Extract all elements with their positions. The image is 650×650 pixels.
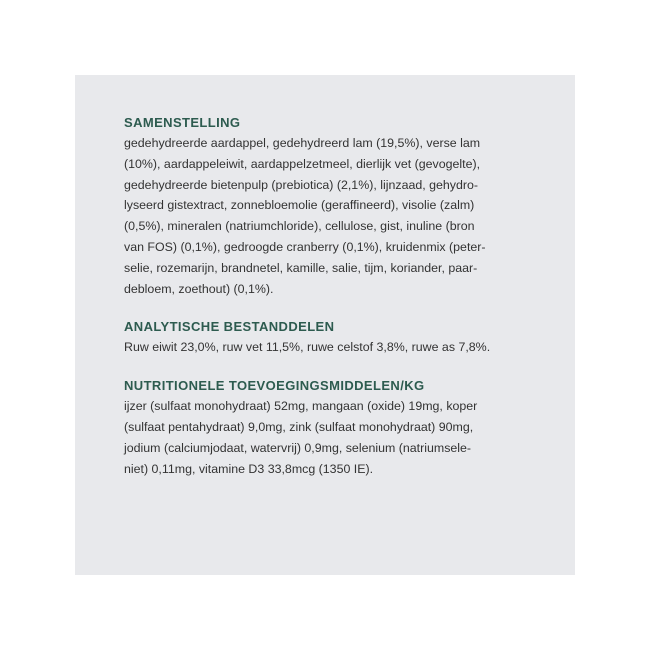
text-line: (0,5%), mineralen (natriumchloride), cellulose, gist, inuline (bron — [124, 219, 475, 234]
section-body — [124, 396, 544, 479]
text-line: lyseerd gistextract, zonnebloemolie (geraffineerd), visolie (zalm) — [124, 198, 475, 213]
text-line: van FOS) (0,1%), gedroogde cranberry (0,1%), kruidenmix (peter- — [124, 239, 486, 254]
section-analytical — [124, 317, 544, 358]
panel-content — [124, 113, 544, 479]
section-body — [124, 133, 544, 299]
section-composition — [124, 113, 544, 299]
section-body — [124, 337, 544, 358]
text-line: niet) 0,11mg, vitamine D3 33,8mcg (1350 IE). — [124, 461, 374, 476]
section-heading: SAMENSTELLING — [124, 115, 241, 130]
section-heading: ANALYTISCHE BESTANDDELEN — [124, 319, 335, 335]
text-line: (sulfaat pentahydraat) 9,0mg, zink (sulfaat monohydraat) 90mg, — [124, 419, 474, 434]
text-line: gedehydreerde aardappel, gedehydreerd lam (19,5%), verse lam — [124, 136, 481, 150]
text-line: ijzer (sulfaat monohydraat) 52mg, mangaan (oxide) 19mg, koper — [124, 399, 478, 414]
info-panel — [75, 75, 575, 575]
text-line: jodium (calciumjodaat, watervrij) 0,9mg, selenium (natriumsele- — [124, 440, 472, 455]
section-additives — [124, 376, 544, 479]
text-line: selie, rozemarijn, brandnetel, kamille, salie, tijm, koriander, paar- — [124, 260, 478, 275]
text-line: (10%), aardappeleiwit, aardappelzetmeel, dierlijk vet (gevogelte), — [124, 156, 481, 171]
text-line: gedehydreerde bietenpulp (prebiotica) (2,1%), lijnzaad, gehydro- — [124, 177, 479, 192]
section-heading: NUTRITIONELE TOEVOEGINGSMIDDELEN/KG — [124, 378, 425, 394]
text-line: debloem, zoethout) (0,1%). — [124, 281, 274, 296]
text-line: Ruw eiwit 23,0%, ruw vet 11,5%, ruwe celstof 3,8%, ruwe as 7,8%. — [124, 340, 491, 355]
